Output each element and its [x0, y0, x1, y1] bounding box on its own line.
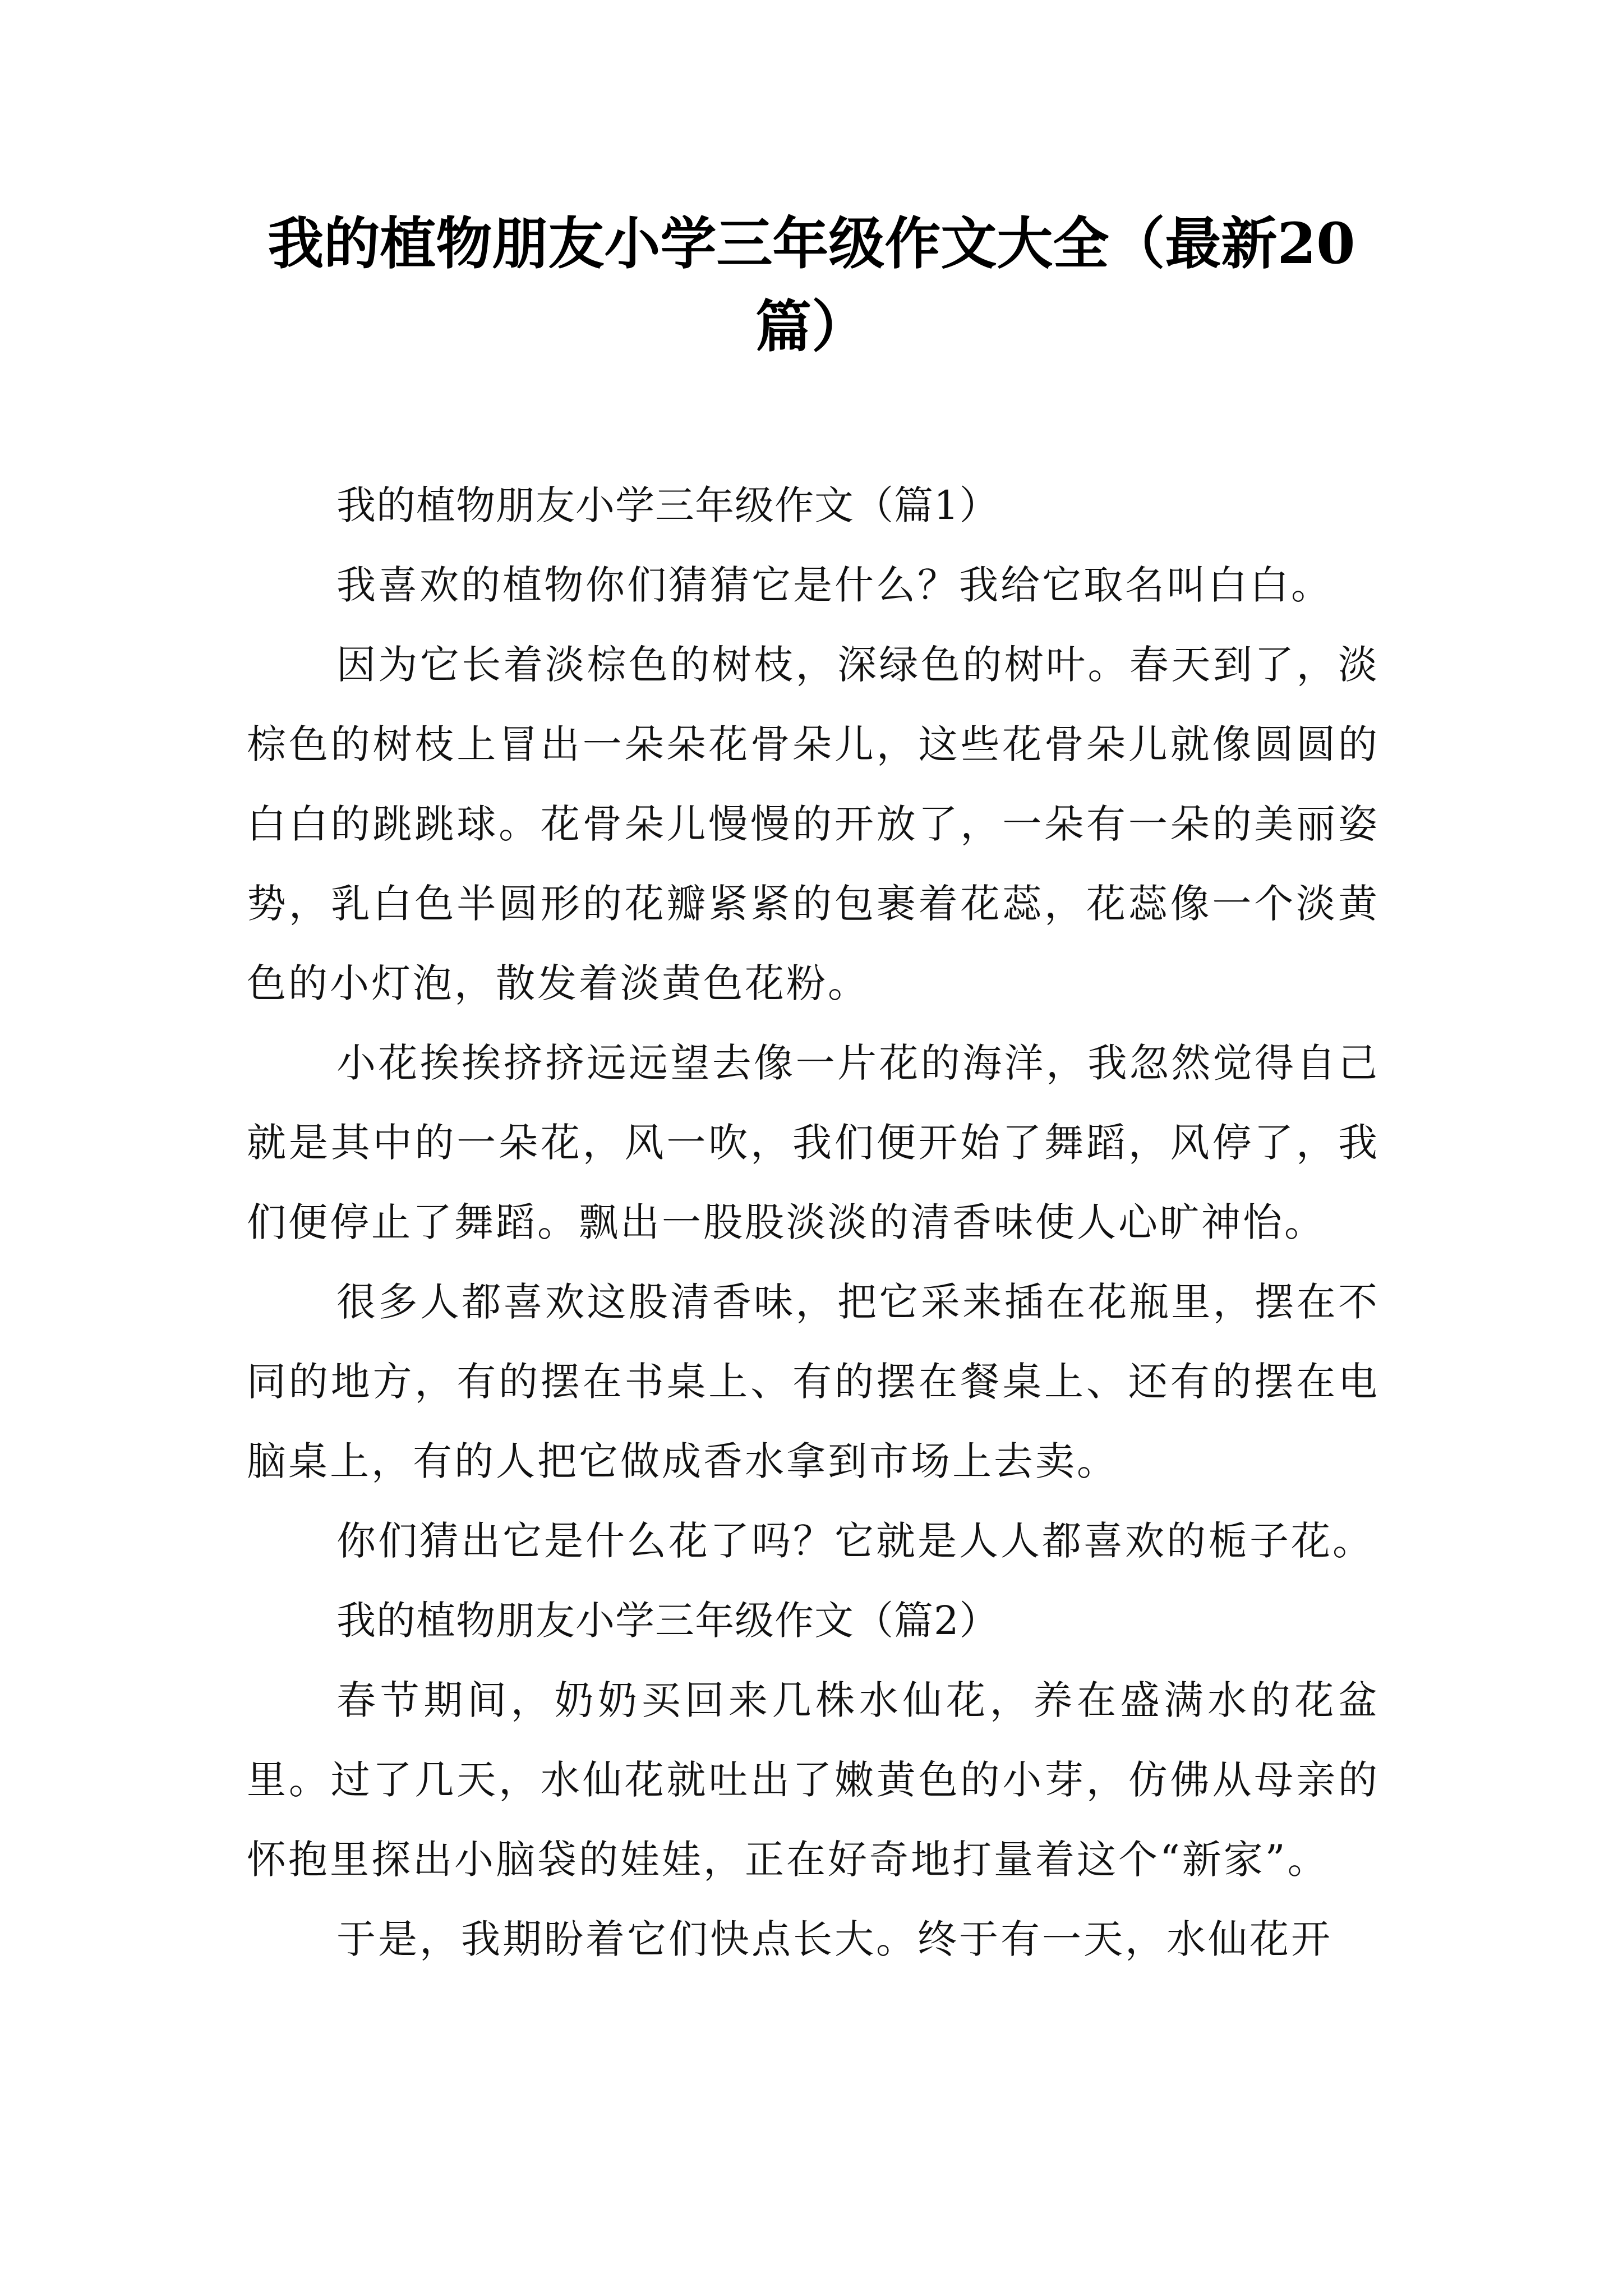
document-body	[247, 466, 1380, 1979]
essay-heading-1: 我的植物朋友小学三年级作文（篇1）	[336, 482, 999, 528]
paragraph: 我喜欢的植物你们猜猜它是什么？我给它取名叫白白。	[336, 562, 1332, 608]
paragraph: 你们猜出它是什么花了吗？它就是人人都喜欢的栀子花。	[336, 1518, 1374, 1564]
essay-heading-2: 我的植物朋友小学三年级作文（篇2）	[336, 1598, 999, 1644]
document-title: 我的植物朋友小学三年级作文大全（最新20篇）	[268, 210, 1355, 360]
paragraph: 小花挨挨挤挤远远望去像一片花的海洋，我忽然觉得自己就是其中的一朵花，风一吹，我们便开始了舞蹈，风停了，我们便停止了舞蹈。飘出一股股淡淡的清香味使人心旷神怡。	[247, 1040, 1380, 1245]
paragraph: 于是，我期盼着它们快点长大。终于有一天，水仙花开	[336, 1916, 1332, 1962]
paragraph: 春节期间，奶奶买回来几株水仙花，养在盛满水的花盆里。过了几天，水仙花就吐出了嫩黄色的小芽，仿佛从母亲的怀抱里探出小脑袋的娃娃，正在好奇地打量着这个“新家”。	[247, 1677, 1380, 1883]
paragraph: 很多人都喜欢这股清香味，把它采来插在花瓶里，摆在不同的地方，有的摆在书桌上、有的摆在餐桌上、还有的摆在电脑桌上，有的人把它做成香水拿到市场上去卖。	[247, 1279, 1380, 1484]
paragraph: 因为它长着淡棕色的树枝，深绿色的树叶。春天到了，淡棕色的树枝上冒出一朵朵花骨朵儿，这些花骨朵儿就像圆圆的白白的跳跳球。花骨朵儿慢慢的开放了，一朵有一朵的美丽姿势，乳白色半圆形的花瓣紧紧的包裹着花蕊，花蕊像一个淡黄色的小灯泡，散发着淡黄色花粉。	[247, 642, 1380, 1006]
